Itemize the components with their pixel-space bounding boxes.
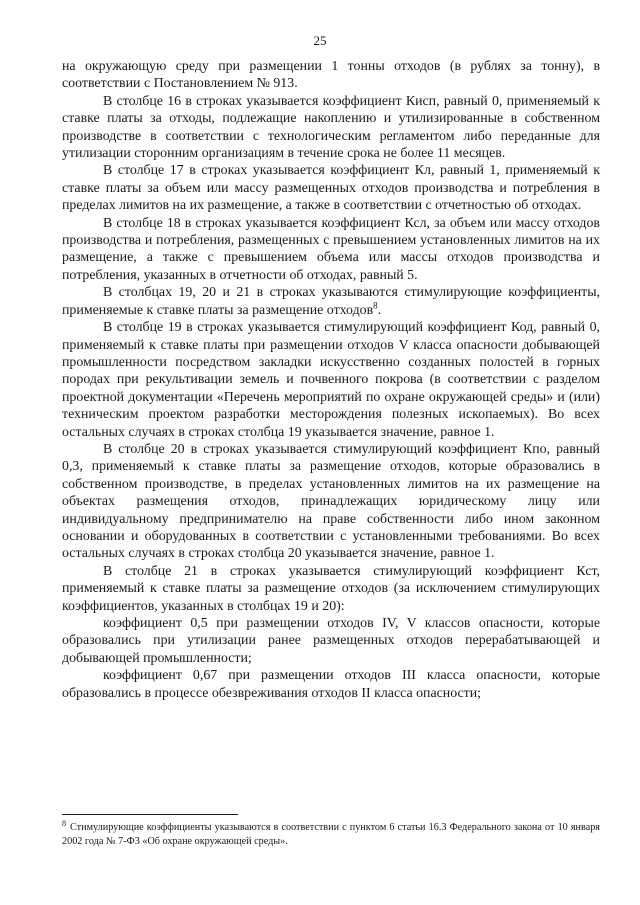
paragraph-columns-19-21-text: В столбцах 19, 20 и 21 в строках указываются стимулирующие коэффициенты, применяемые к ставке платы за размещение отходов xyxy=(62,285,600,318)
paragraph-coefficient-0-67: коэффициент 0,67 при размещении отходов III класса опасности, которые образовались в процессе обезвреживания отходов II класса опасности; xyxy=(62,668,600,701)
paragraph-continuation: на окружающую среду при размещении 1 тонны отходов (в рублях за тонну), в соответствии с Постановлением № 913. xyxy=(62,59,600,92)
paragraph-column-21: В столбце 21 в строках указывается стимулирующий коэффициент Кст, применяемый к ставке платы за размещение отходов (за исключением стимулирующих коэффициентов, указанных в столбцах 19 и 20): xyxy=(62,563,600,614)
paragraph-columns-19-21-end: . xyxy=(377,302,382,318)
paragraph-column-20: В столбце 20 в строках указывается стимулирующий коэффициент Кпо, равный 0,3, применяемый к ставке платы за размещение отходов, которые образовались в собственном производстве, в пределах установленных лимитов на их размещение на объектах размещения отходов, принадлежащих юридическому лицу или индивидуальному предпринимателю на праве собственности либо ином законном основании и оборудованных в соответствии с установленными требованиями. Во всех остальных случаях в строках столбца 20 указывается значение, равное 1. xyxy=(62,441,600,562)
paragraph-columns-19-21 xyxy=(62,284,600,319)
body-text xyxy=(62,58,600,702)
paragraph-column-18: В столбце 18 в строках указывается коэффициент Ксл, за объем или массу отходов производства и потребления, размещенных с превышением установленных лимитов на их размещение, а также с превышением объема или массы отходов производства и потребления, указанных в отчетности об отходах, равный 5. xyxy=(62,215,600,283)
paragraph-column-16: В столбце 16 в строках указывается коэффициент Кисп, равный 0, применяемый к ставке платы за отходы, подлежащие накоплению и утилизированные в собственном производстве в соответствии с технологическим регламентом либо переданные для утилизации сторонним организациям в течение срока не более 11 месяцев. xyxy=(62,93,600,162)
footnote-divider xyxy=(62,814,238,815)
footnote-reference: 8 xyxy=(373,300,378,311)
paragraph-coefficient-0-5: коэффициент 0,5 при размещении отходов IV, V классов опасности, которые образовались при утилизации ранее размещенных отходов перерабатывающей и добывающей промышленности; xyxy=(62,616,600,666)
footnote xyxy=(62,818,600,848)
paragraph-column-19: В столбце 19 в строках указывается стимулирующий коэффициент Код, равный 0, применяемый к ставке платы при размещении отходов V класса опасности добывающей промышленности посредством закладки искусственно созданных полостей в горных породах при рекультивации земель и почвенного покрова (в соответствии с разделом проектной документации «Перечень мероприятий по охране окружающей среды» и (или) техническим проектом разработки месторождения полезных ископаемых). Во всех остальных случаях в строках столбца 19 указывается значение, равное 1. xyxy=(62,320,600,440)
footnote-mark: 8 xyxy=(62,818,66,828)
page-number: 25 xyxy=(313,33,327,48)
paragraph-column-17: В столбце 17 в строках указывается коэффициент Кл, равный 1, применяемый к ставке платы за объем или массу размещенных отходов производства и потребления в пределах лимитов на их размещение, а также в соответствии с отчетностью об отходах. xyxy=(62,163,600,214)
footnote-text: Стимулирующие коэффициенты указываются в соответствии с пунктом 6 статьи 16.3 Федерального закона от 10 января 2002 года № 7-ФЗ «Об охране окружающей среды». xyxy=(62,822,600,847)
